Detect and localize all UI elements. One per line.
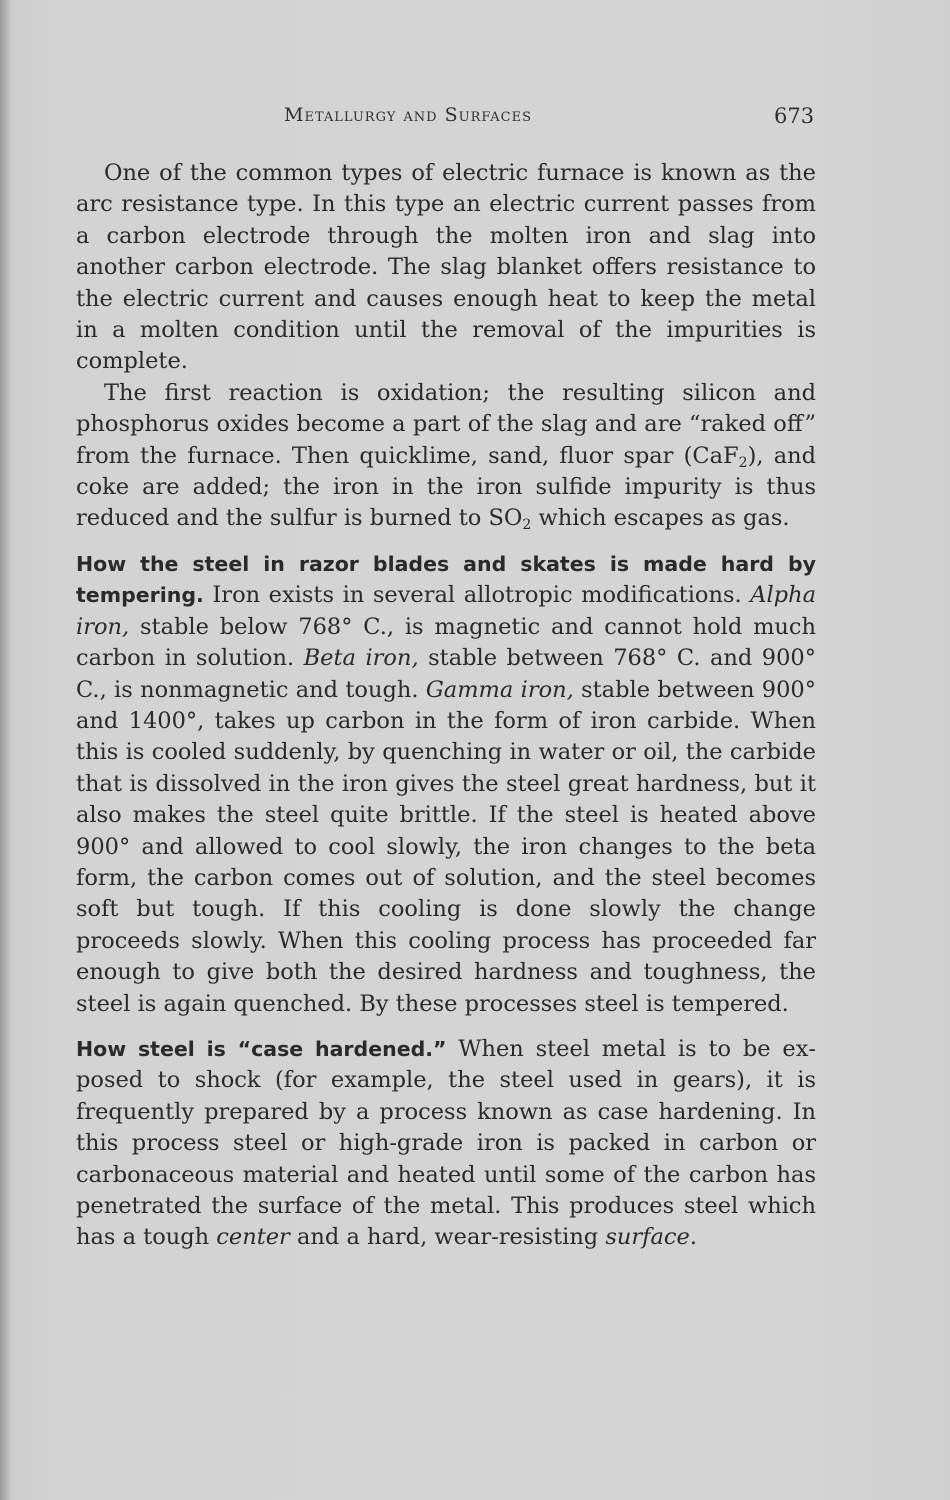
italic-term: Gamma iron, [425,676,574,703]
paragraph-text: ), and coke are added; the iron in the iron sulfide impurity is thus reduced and the sulfur is burned to SO [76,442,817,532]
italic-term: surface [605,1224,690,1251]
paragraph-text: stable between 900° and 1400°, takes up carbon in the form of iron carbide. When this is cooled suddenly, by quenching in water or oil, the carbide that is dissolved in the iron gives the steel great hardness, but it also makes the steel quite brittle. If the steel is heated above 900° and allowed to cool slowly, the iron changes to the beta form, the carbon comes out of solution, and the steel becomes soft but tough. If this cooling is done slowly the change proceeds slowly. When this cooling process has proceeded far enough to give both the desired hardness and toughness, the steel is again quenched. By these processes steel is tempered. [76,676,816,1017]
body-text [76,158,816,1254]
paragraph-text: stable below 768° C., is magnetic and cannot hold much carbon in solution. [76,613,816,672]
paragraph-arc-resistance: One of the common types of electric furnace is known as the arc resistance type. In this type an electric current passes from a carbon electrode through the molten iron and slag into another carbon electrode. The slag blanket offers resistance to the electric current and causes enough heat to keep the metal in a molten condition until the removal of the impurities is complete. [76,160,816,375]
paragraph-text: which escapes as gas. [531,505,790,532]
italic-term: center [216,1224,290,1251]
subscript: 2 [738,454,748,471]
section-heading-tempering: How the steel in razor blades and skates is made hard by tempering. [76,551,816,608]
running-head [0,104,950,134]
paragraph-text: The first reaction is oxidation; the resulting silicon and phosphorus oxides become a part of the slag and are “raked off” from the furnace. Then quicklime, sand, fluor spar (CaF [76,379,816,469]
section-heading-case-hardening: How steel is “case hardened.” [76,1036,447,1061]
paragraph-text: stable between 768° C. and 900° C., is nonmagnetic and tough. [76,645,816,703]
running-title: Metallurgy and Surfaces [284,104,532,126]
paragraph-tempering [76,549,816,1020]
paragraph-text: and a hard, wear-resisting [289,1224,606,1251]
paragraph-case-hardening [76,1034,816,1254]
page-number: 673 [774,104,815,128]
italic-term: Alpha iron, [76,582,816,640]
paragraph-text: Iron exists in several allotropic modifications. [203,582,751,609]
italic-term: Beta iron, [303,645,419,672]
paragraph-text: . [689,1224,697,1251]
paragraph-first-reaction [76,378,816,535]
paragraph-text: When steel metal is to be exposed to shock (for example, the steel used in gears), it is frequently prepared by a process known as case hardening. In this process steel or high-grade iron is packed in carbon or carbonaceous material and heated until some of the carbon has penetrated the surface of the metal. This produces steel which has a tough [76,1035,816,1251]
subscript: 2 [522,517,532,534]
page-spine-shadow [0,0,10,1500]
